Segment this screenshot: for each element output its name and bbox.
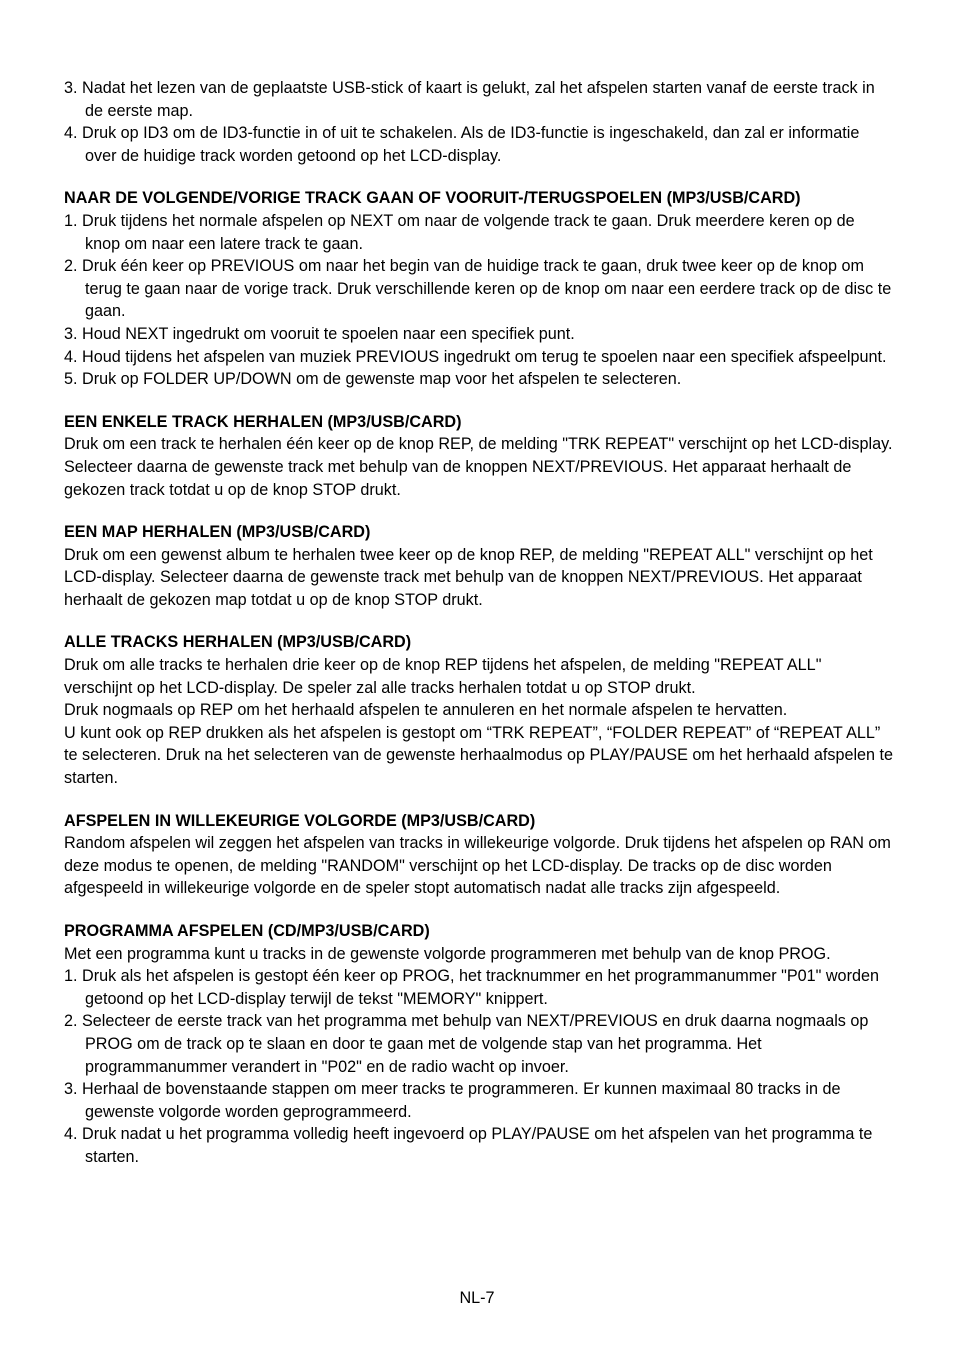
paragraph: Random afspelen wil zeggen het afspelen van tracks in willekeurige volgorde. Druk tijdens het afspelen op RAN om deze modus te openen, de melding "RANDOM" verschijnt op het LCD-display. De tracks op de disc worden afgespeeld in willekeurige volgorde en de speler stopt automatisch nadat alle tracks zijn afgespeeld. xyxy=(64,834,891,898)
list-item: 3. Herhaal de bovenstaande stappen om meer tracks te programmeren. Er kunnen maximaal 80 tracks in de gewenste volgorde worden geprogrammeerd. xyxy=(64,1080,841,1121)
paragraph: Druk om een gewenst album te herhalen twee keer op de knop REP, de melding "REPEAT ALL" verschijnt op het LCD-display. Selecteer daarna de gewenste track met behulp van de knoppen NEXT/PREVIOUS. Het apparaat herhaalt de gekozen map totdat u op de knop STOP drukt. xyxy=(64,545,873,609)
list-item: 1. Druk tijdens het normale afspelen op NEXT om naar de volgende track te gaan. Druk meerdere keren op de knop om naar een latere track te gaan. xyxy=(64,211,855,253)
section-heading: NAAR DE VOLGENDE/VORIGE TRACK GAAN OF VOORUIT-/TERUGSPOELEN (MP3/USB/CARD) xyxy=(64,189,801,208)
paragraph: Met een programma kunt u tracks in de gewenste volgorde programmeren met behulp van de knop PROG. xyxy=(64,944,831,963)
list-item: 3. Houd NEXT ingedrukt om vooruit te spoelen naar een specifiek punt. xyxy=(64,324,575,343)
section-heading: ALLE TRACKS HERHALEN (MP3/USB/CARD) xyxy=(64,633,412,652)
section-heading: PROGRAMMA AFSPELEN (CD/MP3/USB/CARD) xyxy=(64,922,430,940)
section-heading: EEN ENKELE TRACK HERHALEN (MP3/USB/CARD) xyxy=(64,412,462,431)
section-heading: AFSPELEN IN WILLEKEURIGE VOLGORDE (MP3/USB/CARD) xyxy=(64,811,536,830)
list-item: 4. Houd tijdens het afspelen van muziek PREVIOUS ingedrukt om terug te spoelen naar een specifiek afspeelpunt. xyxy=(64,347,887,366)
section-heading: EEN MAP HERHALEN (MP3/USB/CARD) xyxy=(64,523,371,542)
page-body xyxy=(64,77,894,1169)
list-item: 2. Selecteer de eerste track van het programma met behulp van NEXT/PREVIOUS en druk daarna nogmaals op PROG om de track op te slaan en door te gaan met de volgende stap van het programma. Het programmanummer verandert in "P02" en de radio wacht op invoer. xyxy=(64,1012,869,1076)
list-item: 4. Druk nadat u het programma volledig heeft ingevoerd op PLAY/PAUSE om het afspelen van het programma te starten. xyxy=(64,1125,873,1166)
paragraph: U kunt ook op REP drukken als het afspelen is gestopt om “TRK REPEAT”, “FOLDER REPEAT” of “REPEAT ALL” te selecteren. Druk na het selecteren van de gewenste herhaalmodus op PLAY/PAUSE om het herhaald afspelen te starten. xyxy=(64,723,894,788)
paragraph: Druk om alle tracks te herhalen drie keer op de knop REP tijdens het afspelen, de melding "REPEAT ALL" verschijnt op het LCD-display. De speler zal alle tracks herhalen totdat u op STOP drukt. xyxy=(64,656,822,697)
list-item: 5. Druk op FOLDER UP/DOWN om de gewenste map voor het afspelen te selecteren. xyxy=(64,370,682,389)
list-item: 3. Nadat het lezen van de geplaatste USB-stick of kaart is gelukt, zal het afspelen starten vanaf de eerste track in de eerste map. xyxy=(64,79,875,120)
list-item: 1. Druk als het afspelen is gestopt één keer op PROG, het tracknummer en het programmanummer "P01" worden getoond op het LCD-display terwijl de tekst "MEMORY" knippert. xyxy=(64,967,879,1008)
list-item: 4. Druk op ID3 om de ID3-functie in of uit te schakelen. Als de ID3-functie is ingeschakeld, dan zal er informatie over de huidige track worden getoond op het LCD-display. xyxy=(64,124,860,165)
list-item: 2. Druk één keer op PREVIOUS om naar het begin van de huidige track te gaan, druk twee keer op de knop om terug te gaan naar de vorige track. Druk verschillende keren op de knop om naar een eerdere track op de disc te gaan. xyxy=(64,257,892,321)
paragraph: Druk om een track te herhalen één keer op de knop REP, de melding "TRK REPEAT" verschijnt op het LCD-display. Selecteer daarna de gewenste track met behulp van de knoppen NEXT/PREVIOUS. Het apparaat herhaalt de gekozen track totdat u op de knop STOP drukt. xyxy=(64,435,893,499)
paragraph: Druk nogmaals op REP om het herhaald afspelen te annuleren en het normale afspelen te hervatten. xyxy=(64,701,788,720)
page-number: NL-7 xyxy=(459,1289,495,1307)
